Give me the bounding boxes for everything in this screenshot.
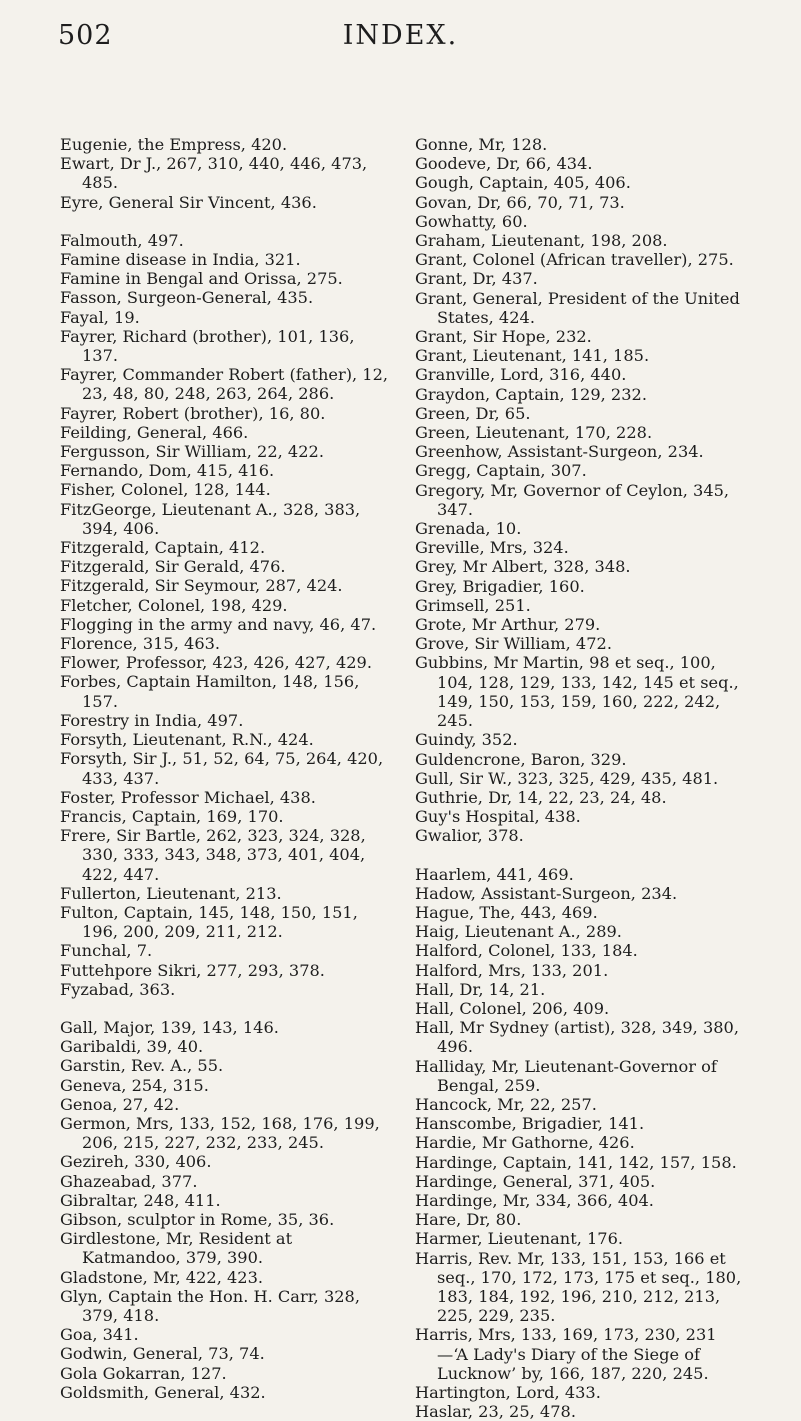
index-entry: Fayrer, Robert (brother), 16, 80. — [60, 403, 326, 423]
index-entry: Harmer, Lieutenant, 176. — [415, 1229, 624, 1249]
index-entry: Fitzgerald, Sir Gerald, 476. — [60, 557, 286, 577]
index-entry: Godwin, General, 73, 74. — [60, 1344, 265, 1364]
index-entry: Guthrie, Dr, 14, 22, 23, 24, 48. — [415, 787, 667, 807]
index-entry: Girdlestone, Mr, Resident at Katmandoo, 379, 390. — [60, 1229, 293, 1268]
index-entry: Goa, 341. — [60, 1325, 139, 1345]
index-entry: Gonne, Mr, 128. — [415, 135, 548, 154]
index-entry: Grant, General, President of the United States, 424. — [415, 288, 740, 327]
index-entry: Gull, Sir W., 323, 325, 429, 435, 481. — [415, 768, 719, 788]
index-entry: Flower, Professor, 423, 426, 427, 429. — [60, 653, 373, 673]
index-entry: Harris, Mrs, 133, 169, 173, 230, 231—‘A Lady's Diary of the Siege of Lucknow’ by, 166, 187, 220, 245. — [415, 1325, 717, 1383]
index-entry: Gowhatty, 60. — [415, 211, 528, 231]
index-entry: Hanscombe, Brigadier, 141. — [415, 1114, 645, 1134]
index-entry: Gregory, Mr, Governor of Ceylon, 345, 347. — [415, 480, 730, 519]
index-entry: Hardinge, Mr, 334, 366, 404. — [415, 1190, 654, 1210]
index-entry: Green, Dr, 65. — [415, 403, 531, 423]
index-entry: Gibraltar, 248, 411. — [60, 1190, 221, 1210]
index-entry: Grant, Lieutenant, 141, 185. — [415, 346, 650, 366]
index-entry: Grote, Mr Arthur, 279. — [415, 615, 601, 635]
index-entry: Granville, Lord, 316, 440. — [415, 365, 627, 385]
section-gap — [60, 212, 390, 231]
section-gap — [60, 999, 390, 1018]
index-entry: Florence, 315, 463. — [60, 634, 221, 654]
index-entry: Graydon, Captain, 129, 232. — [415, 384, 647, 404]
index-entry: Germon, Mrs, 133, 152, 168, 176, 199, 206, 215, 227, 232, 233, 245. — [60, 1113, 380, 1153]
index-entry: Gough, Captain, 405, 406. — [415, 173, 631, 193]
index-entry: Genoa, 27, 42. — [60, 1094, 180, 1114]
index-entry: Harris, Rev. Mr, 133, 151, 153, 166 et seq., 170, 172, 173, 175 et seq., 180, 183, 184, 192, 196, 210, 212, 213, 225, 229, 235. — [415, 1248, 742, 1326]
index-entry: Guy's Hospital, 438. — [415, 807, 581, 827]
index-entry: Fletcher, Colonel, 198, 429. — [60, 595, 288, 615]
index-entry: Gibson, sculptor in Rome, 35, 36. — [60, 1209, 335, 1229]
index-entry: Flogging in the army and navy, 46, 47. — [60, 614, 377, 634]
index-entry: Grant, Sir Hope, 232. — [415, 327, 592, 347]
index-entry: Govan, Dr, 66, 70, 71, 73. — [415, 192, 625, 212]
index-entry: Grant, Colonel (African traveller), 275. — [415, 250, 734, 270]
index-entry: Futtehpore Sikri, 277, 293, 378. — [60, 960, 325, 980]
index-entry: Fayrer, Commander Robert (father), 12, 23, 48, 80, 248, 263, 264, 286. — [60, 365, 389, 404]
index-entry: Fernando, Dom, 415, 416. — [60, 461, 275, 481]
index-entry: Forsyth, Sir J., 51, 52, 64, 75, 264, 420, 433, 437. — [60, 749, 384, 788]
right-column — [415, 135, 745, 1421]
index-entry: Garstin, Rev. A., 55. — [60, 1056, 224, 1076]
index-entry: Green, Lieutenant, 170, 228. — [415, 423, 653, 443]
index-entry: Forestry in India, 497. — [60, 710, 244, 730]
index-entry: Famine in Bengal and Orissa, 275. — [60, 269, 343, 289]
index-entry: Gezireh, 330, 406. — [60, 1152, 212, 1172]
index-entry: Eyre, General Sir Vincent, 436. — [60, 192, 317, 212]
index-entry: Forbes, Captain Hamilton, 148, 156, 157. — [60, 672, 360, 711]
index-entry: Goldsmith, General, 432. — [60, 1382, 266, 1402]
page-header — [0, 20, 801, 60]
index-entry: Hall, Dr, 14, 21. — [415, 979, 546, 999]
index-entry: Feilding, General, 466. — [60, 422, 249, 442]
index-entry: Glyn, Captain the Hon. H. Carr, 328, 379, 418. — [60, 1286, 360, 1325]
index-entry: Fergusson, Sir William, 22, 422. — [60, 442, 324, 462]
left-column — [60, 135, 390, 1402]
index-entry: Hall, Mr Sydney (artist), 328, 349, 380, 496. — [415, 1018, 739, 1057]
index-entry: Grey, Mr Albert, 328, 348. — [415, 557, 631, 577]
index-entry: Haig, Lieutenant A., 289. — [415, 922, 622, 942]
index-entry: Garibaldi, 39, 40. — [60, 1037, 204, 1057]
index-entry: Greenhow, Assistant-Surgeon, 234. — [415, 442, 704, 462]
index-entry: Gola Gokarran, 127. — [60, 1363, 227, 1383]
index-entry: Falmouth, 497. — [60, 230, 184, 250]
index-entry: Greville, Mrs, 324. — [415, 538, 569, 558]
index-entry: Funchal, 7. — [60, 941, 153, 961]
index-entry: Fitzgerald, Sir Seymour, 287, 424. — [60, 576, 343, 596]
index-entry: Fasson, Surgeon-General, 435. — [60, 288, 314, 308]
index-entry: Eugenie, the Empress, 420. — [60, 135, 288, 154]
index-entry: Fulton, Captain, 145, 148, 150, 151, 196, 200, 209, 211, 212. — [60, 902, 358, 942]
index-entry: Foster, Professor Michael, 438. — [60, 787, 316, 807]
page-number: 502 — [58, 20, 113, 51]
index-entry: Guindy, 352. — [415, 730, 518, 750]
index-entry: Hardinge, Captain, 141, 142, 157, 158. — [415, 1152, 737, 1172]
index-entry: Ewart, Dr J., 267, 310, 440, 446, 473, 485. — [60, 154, 368, 193]
index-entry: Fyzabad, 363. — [60, 979, 176, 999]
index-entry: Guldencrone, Baron, 329. — [415, 749, 627, 769]
page-title: INDEX. — [342, 20, 459, 51]
index-entry: Hancock, Mr, 22, 257. — [415, 1094, 597, 1114]
index-entry: Fayal, 19. — [60, 307, 140, 327]
index-entry: Frere, Sir Bartle, 262, 323, 324, 328, 330, 333, 343, 348, 373, 401, 404, 422, 447. — [60, 826, 366, 884]
index-entry: Forsyth, Lieutenant, R.N., 424. — [60, 730, 314, 750]
section-gap — [415, 846, 745, 865]
index-entry: Fitzgerald, Captain, 412. — [60, 538, 266, 558]
index-entry: Hague, The, 443, 469. — [415, 902, 598, 922]
index-entry: Hare, Dr, 80. — [415, 1210, 522, 1230]
index-entry: Hardie, Mr Gathorne, 426. — [415, 1133, 635, 1153]
index-entry: Gall, Major, 139, 143, 146. — [60, 1017, 279, 1037]
index-entry: Haslar, 23, 25, 478. — [415, 1402, 576, 1421]
index-entry: Famine disease in India, 321. — [60, 250, 301, 270]
index-entry: Hartington, Lord, 433. — [415, 1383, 601, 1402]
index-entry: Geneva, 254, 315. — [60, 1075, 209, 1095]
index-entry: Grey, Brigadier, 160. — [415, 576, 585, 596]
index-entry: Grimsell, 251. — [415, 595, 531, 615]
index-entry: FitzGeorge, Lieutenant A., 328, 383, 394, 406. — [60, 499, 361, 538]
index-entry: Fayrer, Richard (brother), 101, 136, 137. — [60, 326, 355, 366]
index-entry: Hadow, Assistant-Surgeon, 234. — [415, 883, 678, 903]
index-entry: Gladstone, Mr, 422, 423. — [60, 1267, 264, 1287]
index-entry: Haarlem, 441, 469. — [415, 864, 574, 884]
index-entry: Gwalior, 378. — [415, 826, 524, 846]
index-entry: Grenada, 10. — [415, 519, 522, 539]
index-entry: Fisher, Colonel, 128, 144. — [60, 480, 271, 500]
index-entry: Francis, Captain, 169, 170. — [60, 806, 284, 826]
index-entry: Hardinge, General, 371, 405. — [415, 1171, 656, 1191]
index-entry: Goodeve, Dr, 66, 434. — [415, 154, 593, 174]
index-entry: Grove, Sir William, 472. — [415, 634, 612, 654]
index-entry: Fullerton, Lieutenant, 213. — [60, 883, 282, 903]
index-entry: Halford, Mrs, 133, 201. — [415, 960, 609, 980]
index-entry: Graham, Lieutenant, 198, 208. — [415, 231, 668, 251]
index-entry: Halford, Colonel, 133, 184. — [415, 941, 638, 961]
index-entry: Hall, Colonel, 206, 409. — [415, 998, 610, 1018]
index-entry: Halliday, Mr, Lieutenant-Governor of Bengal, 259. — [415, 1056, 717, 1095]
index-entry: Gubbins, Mr Martin, 98 et seq., 100, 104, 128, 129, 133, 142, 145 et seq., 149, 150, 153, 159, 160, 222, 242, 245. — [415, 653, 739, 731]
index-entry: Gregg, Captain, 307. — [415, 461, 587, 481]
index-entry: Ghazeabad, 377. — [60, 1171, 198, 1191]
index-entry: Grant, Dr, 437. — [415, 269, 538, 289]
